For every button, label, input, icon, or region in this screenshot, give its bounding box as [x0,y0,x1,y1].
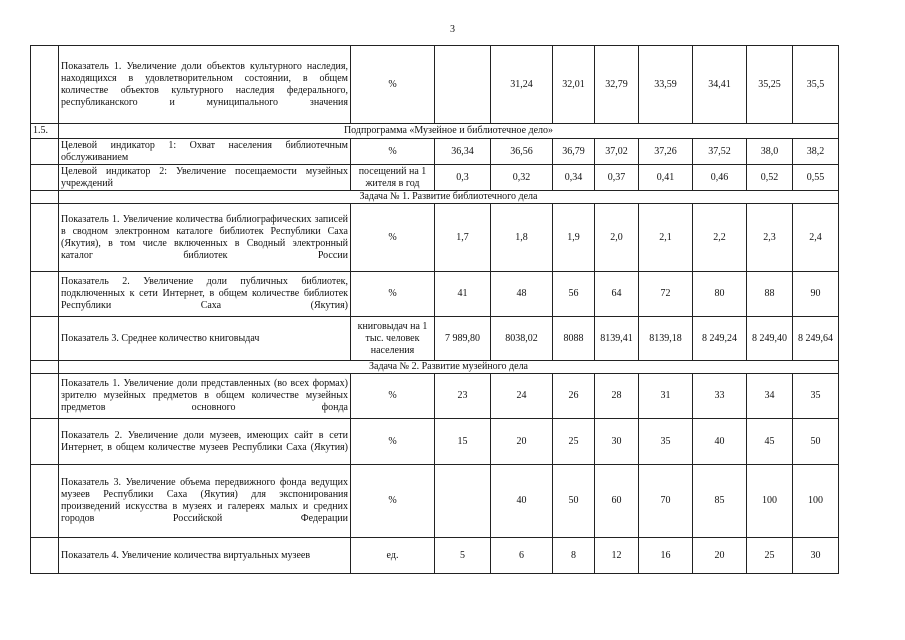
value-cell: 8139,18 [639,317,693,361]
indicator-name: Показатель 4. Увеличение количества виртуальных музеев [59,538,351,574]
row-number [31,139,59,165]
value-cell: 40 [491,465,553,538]
value-cell: 8139,41 [595,317,639,361]
value-cell: 5 [435,538,491,574]
value-cell: 36,79 [553,139,595,165]
section-title: Задача № 2. Развитие музейного дела [59,361,839,374]
value-cell: 8088 [553,317,595,361]
unit-cell: % [351,204,435,272]
indicator-name: Показатель 3. Среднее количество книговыдач [59,317,351,361]
section-title: Задача № 1. Развитие библиотечного дела [59,191,839,204]
value-cell: 64 [595,272,639,317]
value-cell: 2,1 [639,204,693,272]
value-cell: 31 [639,374,693,419]
value-cell: 56 [553,272,595,317]
value-cell: 0,3 [435,165,491,191]
value-cell: 0,46 [693,165,747,191]
value-cell: 6 [491,538,553,574]
value-cell: 0,34 [553,165,595,191]
value-cell: 0,52 [747,165,793,191]
value-cell: 23 [435,374,491,419]
value-cell: 16 [639,538,693,574]
value-cell: 38,0 [747,139,793,165]
unit-cell: % [351,272,435,317]
row-number [31,538,59,574]
value-cell: 8 249,40 [747,317,793,361]
value-cell: 60 [595,465,639,538]
row-number [31,317,59,361]
page-number: 3 [450,24,455,35]
indicator-name: Целевой индикатор 2: Увеличение посещаемости музейных учреждений [59,165,351,191]
unit-cell: % [351,139,435,165]
table-row [31,465,839,538]
table-row [31,538,839,574]
indicators-table [30,45,839,574]
indicator-name: Целевой индикатор 1: Охват населения библиотечным обслуживанием [59,139,351,165]
value-cell: 0,55 [793,165,839,191]
value-cell: 100 [793,465,839,538]
value-cell: 37,26 [639,139,693,165]
section-row [31,124,839,139]
value-cell: 1,7 [435,204,491,272]
value-cell: 8038,02 [491,317,553,361]
value-cell: 85 [693,465,747,538]
value-cell: 34,41 [693,46,747,124]
section-row [31,191,839,204]
value-cell: 2,3 [747,204,793,272]
unit-cell: посещений на 1 жителя в год [351,165,435,191]
value-cell: 12 [595,538,639,574]
table-row [31,374,839,419]
value-cell: 26 [553,374,595,419]
value-cell: 50 [793,419,839,465]
value-cell: 15 [435,419,491,465]
indicator-name: Показатель 1. Увеличение доли объектов культурного наследия, находящихся в удовлетворительном состоянии, в общем количестве объектов культурного наследия федерального, республиканского и муниципального значения [59,46,351,124]
value-cell: 24 [491,374,553,419]
value-cell: 40 [693,419,747,465]
value-cell: 2,2 [693,204,747,272]
section-row [31,361,839,374]
table-row [31,204,839,272]
value-cell: 88 [747,272,793,317]
row-number [31,204,59,272]
unit-cell: % [351,46,435,124]
value-cell: 100 [747,465,793,538]
value-cell: 2,4 [793,204,839,272]
unit-cell: ед. [351,538,435,574]
indicator-name: Показатель 3. Увеличение объема передвижного фонда ведущих музеев Республики Саха (Якутия) для экспонирования произведений искусства в музеях и галереях малых и средних городов Российской Федерации [59,465,351,538]
row-number [31,272,59,317]
value-cell: 33 [693,374,747,419]
value-cell: 50 [553,465,595,538]
unit-cell: % [351,465,435,538]
value-cell [435,46,491,124]
value-cell: 90 [793,272,839,317]
indicator-name: Показатель 2. Увеличение доли публичных библиотек, подключенных к сети Интернет, в общем количестве библиотек Республики Саха (Якутия) [59,272,351,317]
value-cell: 35,25 [747,46,793,124]
value-cell: 72 [639,272,693,317]
table-row [31,46,839,124]
value-cell: 48 [491,272,553,317]
value-cell: 1,9 [553,204,595,272]
value-cell: 30 [595,419,639,465]
table-body [31,46,839,574]
table-row [31,272,839,317]
table-row [31,317,839,361]
value-cell: 20 [693,538,747,574]
value-cell: 38,2 [793,139,839,165]
value-cell: 8 249,24 [693,317,747,361]
unit-cell: книговыдач на 1 тыс. человек населения [351,317,435,361]
value-cell: 33,59 [639,46,693,124]
value-cell: 0,32 [491,165,553,191]
value-cell: 35 [793,374,839,419]
value-cell [435,465,491,538]
value-cell: 41 [435,272,491,317]
value-cell: 36,34 [435,139,491,165]
row-number: 1.5. [31,124,59,139]
value-cell: 36,56 [491,139,553,165]
row-number [31,465,59,538]
value-cell: 2,0 [595,204,639,272]
value-cell: 35 [639,419,693,465]
value-cell: 31,24 [491,46,553,124]
value-cell: 32,79 [595,46,639,124]
indicator-name: Показатель 1. Увеличение количества библиографических записей в сводном электронном каталоге библиотек Республики Саха (Якутия), в том числе включенных в Сводный электронный каталог библиотек России [59,204,351,272]
section-title: Подпрограмма «Музейное и библиотечное дело» [59,124,839,139]
value-cell: 8 [553,538,595,574]
row-number [31,374,59,419]
value-cell: 37,02 [595,139,639,165]
table-row [31,165,839,191]
unit-cell: % [351,374,435,419]
row-number [31,46,59,124]
value-cell: 70 [639,465,693,538]
value-cell: 0,41 [639,165,693,191]
row-number [31,419,59,465]
row-number [31,361,59,374]
row-number [31,165,59,191]
table-row [31,419,839,465]
row-number [31,191,59,204]
value-cell: 7 989,80 [435,317,491,361]
value-cell: 35,5 [793,46,839,124]
value-cell: 28 [595,374,639,419]
value-cell: 25 [553,419,595,465]
indicator-name: Показатель 1. Увеличение доли представленных (во всех формах) зрителю музейных предметов в общем количестве музейных предметов основного фонда [59,374,351,419]
value-cell: 80 [693,272,747,317]
value-cell: 30 [793,538,839,574]
value-cell: 45 [747,419,793,465]
value-cell: 25 [747,538,793,574]
value-cell: 32,01 [553,46,595,124]
table-row [31,139,839,165]
indicator-name: Показатель 2. Увеличение доли музеев, имеющих сайт в сети Интернет, в общем количестве музеев Республики Саха (Якутия) [59,419,351,465]
value-cell: 0,37 [595,165,639,191]
value-cell: 8 249,64 [793,317,839,361]
value-cell: 20 [491,419,553,465]
value-cell: 34 [747,374,793,419]
value-cell: 37,52 [693,139,747,165]
unit-cell: % [351,419,435,465]
value-cell: 1,8 [491,204,553,272]
